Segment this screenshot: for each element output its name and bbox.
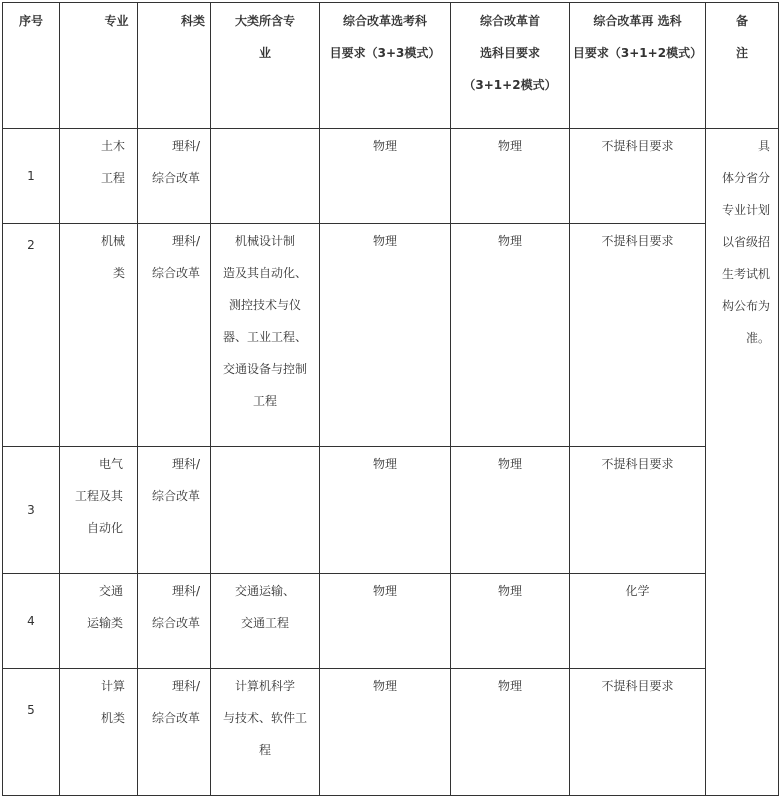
row-req-3-3: 物理 — [320, 224, 451, 447]
row-major: 交通 运输类 — [60, 574, 138, 669]
row-seq: 3 — [3, 447, 60, 574]
row-subject: 理科/ 综合改革 — [138, 447, 211, 574]
header-major: 专业 — [60, 3, 138, 129]
header-req-3-1-2-second: 综合改革再 选科 目要求（3+1+2模式） — [570, 3, 706, 129]
header-included-majors: 大类所含专 业 — [211, 3, 320, 129]
row-subject: 理科/ 综合改革 — [138, 224, 211, 447]
row-req-3-1-2-first: 物理 — [451, 447, 570, 574]
major-requirements-table — [2, 2, 779, 796]
row-req-3-1-2-first: 物理 — [451, 129, 570, 224]
row-req-3-3: 物理 — [320, 669, 451, 796]
row-req-3-1-2-first: 物理 — [451, 224, 570, 447]
row-major: 机械 类 — [60, 224, 138, 447]
row-req-3-3: 物理 — [320, 447, 451, 574]
row-major: 土木 工程 — [60, 129, 138, 224]
remark-cell: 具 体分省分 专业计划 以省级招 生考试机 构公布为 准。 — [706, 129, 779, 796]
row-major: 计算 机类 — [60, 669, 138, 796]
table-row — [3, 447, 779, 574]
row-req-3-1-2-first: 物理 — [451, 574, 570, 669]
header-req-3-3: 综合改革选考科 目要求（3+3模式） — [320, 3, 451, 129]
header-row — [3, 3, 779, 129]
table-row — [3, 574, 779, 669]
table-row — [3, 669, 779, 796]
row-included-majors — [211, 129, 320, 224]
row-req-3-3: 物理 — [320, 129, 451, 224]
row-req-3-1-2-second: 不提科目要求 — [570, 669, 706, 796]
row-seq: 2 — [3, 224, 60, 447]
row-included-majors — [211, 447, 320, 574]
row-seq: 5 — [3, 669, 60, 796]
row-seq: 1 — [3, 129, 60, 224]
row-subject: 理科/ 综合改革 — [138, 574, 211, 669]
table-row — [3, 224, 779, 447]
header-req-3-1-2-first: 综合改革首 选科目要求 （3+1+2模式） — [451, 3, 570, 129]
row-subject: 理科/ 综合改革 — [138, 129, 211, 224]
row-major: 电气 工程及其 自动化 — [60, 447, 138, 574]
header-seq: 序号 — [3, 3, 60, 129]
row-req-3-1-2-second: 不提科目要求 — [570, 224, 706, 447]
header-remark: 备 注 — [706, 3, 779, 129]
row-included-majors: 计算机科学 与技术、软件工 程 — [211, 669, 320, 796]
row-included-majors: 交通运输、 交通工程 — [211, 574, 320, 669]
row-req-3-1-2-second: 不提科目要求 — [570, 447, 706, 574]
row-req-3-1-2-second: 化学 — [570, 574, 706, 669]
header-subject: 科类 — [138, 3, 211, 129]
row-seq: 4 — [3, 574, 60, 669]
table-row — [3, 129, 779, 224]
row-req-3-1-2-first: 物理 — [451, 669, 570, 796]
row-req-3-1-2-second: 不提科目要求 — [570, 129, 706, 224]
row-req-3-3: 物理 — [320, 574, 451, 669]
row-included-majors: 机械设计制 造及其自动化、 测控技术与仪 器、工业工程、 交通设备与控制 工程 — [211, 224, 320, 447]
row-subject: 理科/ 综合改革 — [138, 669, 211, 796]
